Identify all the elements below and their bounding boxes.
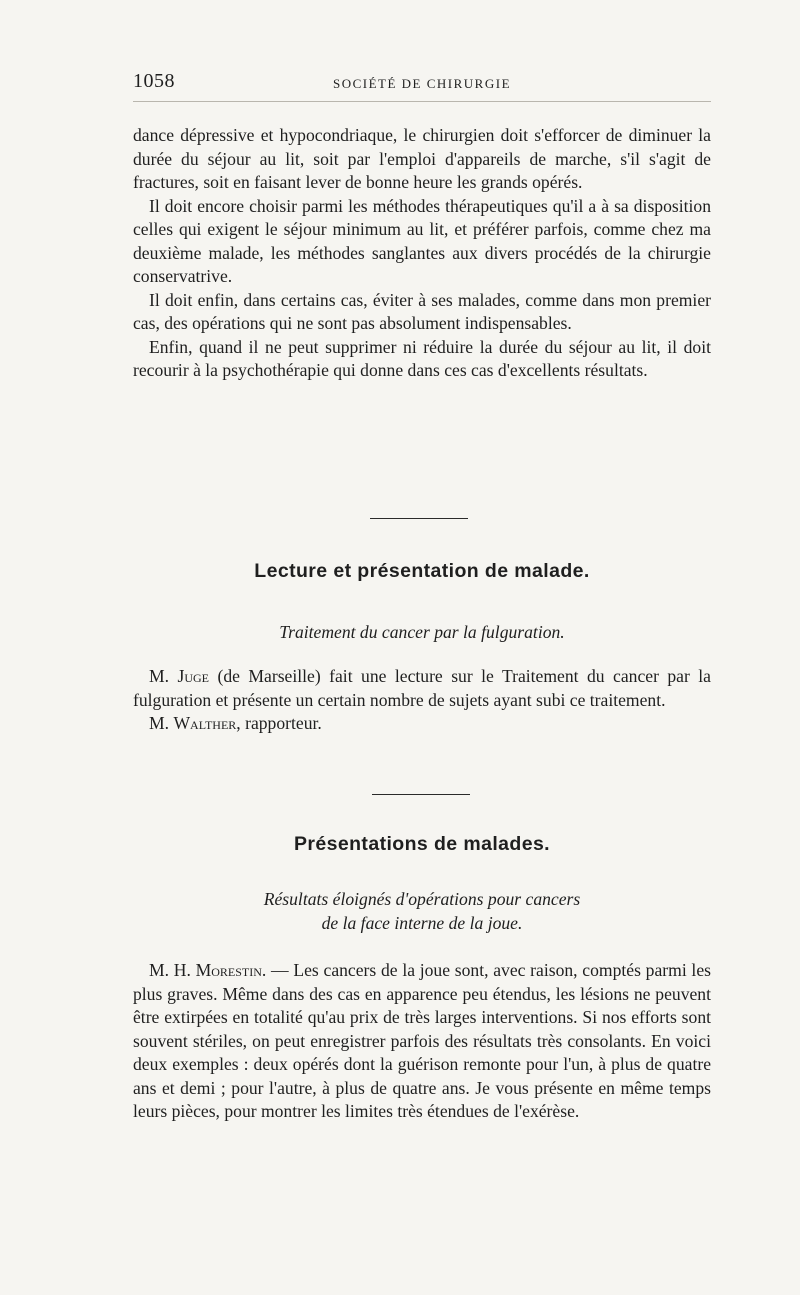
author-walther: Walther xyxy=(173,713,237,733)
morestin-paragraph xyxy=(133,959,711,1124)
running-head xyxy=(133,70,711,100)
morestin-prefix: M. H. xyxy=(149,960,196,980)
intro-paragraph-4: Enfin, quand il ne peut supprimer ni réduire la durée du séjour au lit, il doit recourir à la psychothérapie qui donne dans ces cas d'excellents résultats. xyxy=(133,336,711,380)
section-divider-2 xyxy=(372,794,470,795)
section-subtitle-fulguration: Traitement du cancer par la fulguration. xyxy=(279,622,565,642)
intro-text xyxy=(133,124,711,383)
author-juge: Juge xyxy=(177,666,210,686)
author-morestin: Morestin xyxy=(195,960,262,980)
header-rule xyxy=(133,101,711,102)
section-divider-1 xyxy=(370,518,468,519)
section-heading-lecture: Lecture et présentation de malade. xyxy=(254,560,590,582)
intro-paragraph-3: Il doit enfin, dans certains cas, éviter à ses malades, comme dans mon premier cas, des opérations qui ne sont pas absolument indispensables. xyxy=(133,289,711,333)
walther-text: , rapporteur. xyxy=(236,713,322,733)
section-subtitle-line-2: de la face interne de la joue. xyxy=(321,913,523,933)
juge-text: (de Marseille) fait une lecture sur le Traitement du cancer par la fulguration et présente un certain nombre de sujets ayant subi ce traitement. xyxy=(133,666,711,710)
section-heading-presentations: Présentations de malades. xyxy=(293,833,551,855)
juge-paragraph xyxy=(133,665,711,712)
walther-paragraph xyxy=(133,712,711,736)
section1-text xyxy=(133,665,711,736)
journal-title: SOCIÉTÉ DE CHIRURGIE xyxy=(332,76,512,91)
juge-prefix: M. xyxy=(149,666,178,686)
morestin-text: . — Les cancers de la joue sont, avec raison, comptés parmi les plus graves. Même dans des cas en apparence peu étendus, les lésions ne peuvent être extirpées en totalité qu'au prix de très larges interventions. Si nos efforts sont souvent stériles, on peut enregistrer parfois des résultats très consolants. En voici deux exemples : deux opérés dont la guérison remonte pour l'un, à plus de quatre ans et demi ; pour l'autre, à plus de quatre ans. Je vous présente en même temps leurs pièces, pour montrer les limites très étendues de l'exérèse. xyxy=(133,960,711,1121)
intro-paragraph-2: Il doit encore choisir parmi les méthodes thérapeutiques qu'il a à sa disposition celles qui exigent le séjour minimum au lit, et préférer parfois, comme chez ma deuxième malade, les méthodes sanglantes aux divers procédés de la chirurgie conservatrive. xyxy=(133,195,711,286)
section-subtitle-line-1: Résultats éloignés d'opérations pour cancers xyxy=(263,889,581,909)
page-number: 1058 xyxy=(133,70,175,92)
walther-prefix: M. xyxy=(149,713,174,733)
intro-paragraph-1: dance dépressive et hypocondriaque, le chirurgien doit s'efforcer de diminuer la durée du séjour au lit, soit par l'emploi d'appareils de marche, s'il s'agit de fractures, soit en faisant lever de bonne heure les grands opérés. xyxy=(133,125,711,192)
section2-text xyxy=(133,959,711,1124)
